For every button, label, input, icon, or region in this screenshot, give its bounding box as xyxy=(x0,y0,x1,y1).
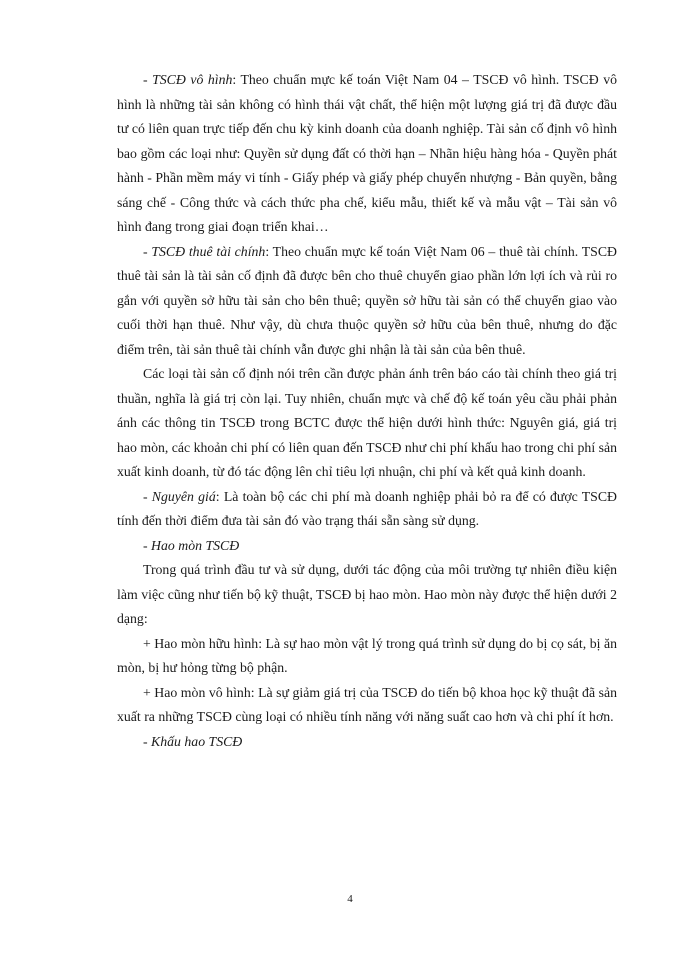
bullet-dash: - xyxy=(143,488,152,504)
paragraph-finance-lease-assets xyxy=(117,240,617,363)
term-label: Khấu hao TSCĐ xyxy=(151,733,243,749)
term-label: Nguyên giá xyxy=(151,488,216,504)
heading-depreciation-wear xyxy=(117,534,617,559)
bullet-dash: - xyxy=(143,537,152,553)
paragraph-intangible-wear xyxy=(117,681,617,730)
bullet-dash: - xyxy=(143,733,152,749)
paragraph-text: : Là toàn bộ các chi phí mà doanh nghiệp phải bỏ ra để có được TSCĐ tính đến thời điểm đưa tài sản đó vào trạng thái sẵn sàng sử dụng. xyxy=(117,488,617,528)
paragraph-tangible-wear xyxy=(117,632,617,681)
paragraph-intangible-assets xyxy=(117,68,617,240)
paragraph-reporting xyxy=(117,362,617,485)
bullet-dash: - xyxy=(143,243,152,259)
term-label: TSCĐ thuê tài chính xyxy=(151,243,266,259)
paragraph-wear-intro xyxy=(117,558,617,632)
bullet-dash: - xyxy=(143,72,153,87)
term-label: Hao mòn TSCĐ xyxy=(151,537,240,553)
document-page xyxy=(117,68,617,754)
paragraph-text: : Theo chuẩn mực kế toán Việt Nam 06 – thuê tài chính. TSCĐ thuê tài sản là tài sản cố định đã được bên cho thuê chuyển giao phần lớn lợi ích và rủi ro gắn với quyền sở hữu tài sản cho bên thuê; quyền sở hữu tài sản có thể chuyển giao vào cuối thời hạn thuê. Như vậy, dù chưa thuộc quyền sở hữu của bên thuê, nhưng do đặc điểm trên, tài sản thuê tài chính vẫn được ghi nhận là tài sản của bên thuê. xyxy=(117,243,617,357)
paragraph-text: : Theo chuẩn mực kế toán Việt Nam 04 – TSCĐ vô hình. TSCĐ vô hình là những tài sản không có hình thái vật chất, thể hiện một lượng giá trị đã được đầu tư có liên quan trực tiếp đến chu kỳ kinh doanh của doanh nghiệp. Tài sản cố định vô hình bao gồm các loại như: Quyền sử dụng đất có thời hạn – Nhãn hiệu hàng hóa - Quyền phát hành - Phần mềm máy vi tính - Giấy phép và giấy phép chuyển nhượng - Bản quyền, bằng sáng chế - Công thức và cách thức pha chế, kiểu mẫu, thiết kế và mẫu vật – Tài sản vô hình đang trong giai đoạn triển khai… xyxy=(117,72,618,234)
paragraph-text: + Hao mòn vô hình: Là sự giảm giá trị của TSCĐ do tiến bộ khoa học kỹ thuật đã sản xuất ra những TSCĐ cùng loại có nhiều tính năng với năng suất cao hơn và chi phí ít hơn. xyxy=(117,684,617,724)
term-label: TSCĐ vô hình xyxy=(152,72,233,87)
paragraph-historical-cost xyxy=(117,485,617,534)
paragraph-text: Các loại tài sản cố định nói trên cần được phản ánh trên báo cáo tài chính theo giá trị thuần, nghĩa là giá trị còn lại. Tuy nhiên, chuẩn mực và chế độ kế toán yêu cầu phải phản ánh các thông tin TSCĐ trong BCTC được thể hiện dưới hình thức: Nguyên giá, giá trị hao mòn, các khoản chi phí có liên quan đến TSCĐ như chi phí khấu hao trong chi phí sản xuất kinh doanh, từ đó tác động lên chỉ tiêu lợi nhuận, chi phí và kết quả kinh doanh. xyxy=(117,366,617,479)
paragraph-text: + Hao mòn hữu hình: Là sự hao mòn vật lý trong quá trình sử dụng do bị cọ sát, bị ăn mòn, bị hư hỏng từng bộ phận. xyxy=(117,635,617,675)
paragraph-text: Trong quá trình đầu tư và sử dụng, dưới tác động của môi trường tự nhiên điều kiện làm việc cũng như tiến bộ kỹ thuật, TSCĐ bị hao mòn. Hao mòn này được thể hiện dưới 2 dạng: xyxy=(117,562,617,626)
heading-depreciation xyxy=(117,730,617,755)
page-number: 4 xyxy=(347,893,353,905)
